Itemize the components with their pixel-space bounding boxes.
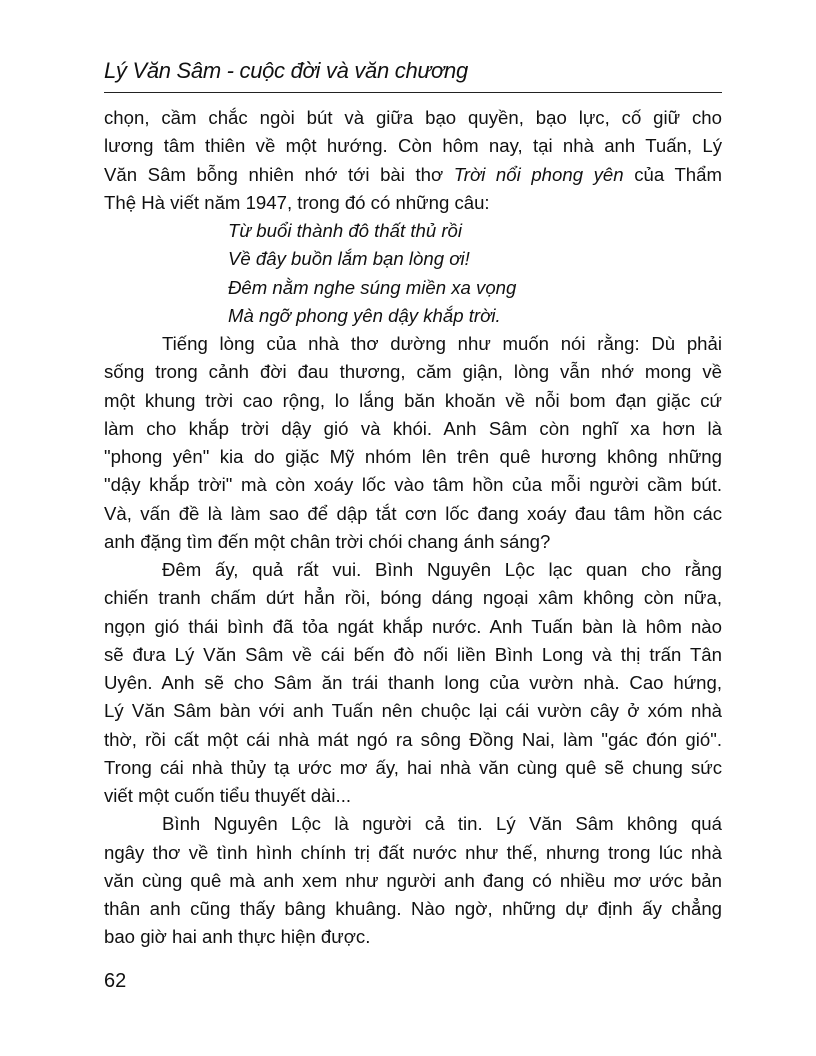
text-line: Tiếng lòng của nhà thơ dường như muốn nói rằng: Dù phải (162, 333, 722, 354)
running-title: Lý Văn Sâm - cuộc đời và văn chương (104, 58, 468, 83)
poem-line: Đêm nằm nghe súng miền xa vọng (228, 276, 517, 298)
text-line: Thệ Hà viết năm 1947, trong đó có những câu: (104, 191, 490, 213)
text-line: Đêm ấy, quả rất vui. Bình Nguyên Lộc lạc quan cho rằng (162, 559, 722, 580)
text-line: Uyên. Anh sẽ cho Sâm ăn trái thanh long của vườn nhà. Cao hứng, (104, 672, 722, 693)
text-line: bao giờ hai anh thực hiện được. (104, 926, 371, 948)
paragraph (104, 330, 722, 556)
text-line: ngọn gió thái bình đã tỏa ngát khắp nước. Anh Tuấn bàn là hôm nào (104, 615, 722, 637)
text-line: "dậy khắp trời" mà còn xoáy lốc vào tâm hồn của mỗi người cầm bút. (104, 474, 722, 496)
text-line: làm cho khắp trời dậy gió và khói. Anh Sâm còn nghĩ xa hơn là (104, 417, 722, 439)
text-line: chiến tranh chấm dứt hẳn rồi, bóng dáng ngoại xâm không còn nữa, (104, 587, 722, 609)
text-line: Và, vấn đề là làm sao để dập tắt cơn lốc đang xoáy đau tâm hồn các (104, 502, 722, 524)
page-number: 62 (104, 970, 127, 992)
poem-line: Từ buổi thành đô thất thủ rồi (228, 220, 463, 241)
text-line: một khung trời cao rộng, lo lắng băn khoăn về nỗi bom đạn giặc cứ (104, 389, 722, 411)
text-line: Bình Nguyên Lộc là người cả tin. Lý Văn Sâm không quá (162, 813, 722, 835)
poem-line: Mà ngỡ phong yên dậy khắp trời. (228, 304, 501, 326)
poem-line: Về đây buồn lắm bạn lòng ơi! (228, 248, 470, 270)
text-line: thân anh cũng thấy bâng khuâng. Nào ngờ, những dự định ấy chẳng (104, 898, 722, 919)
running-header (104, 56, 722, 93)
italic-title: Trời nổi phong yên (453, 163, 624, 185)
paragraph (104, 104, 722, 217)
text-segment: Văn Sâm bỗng nhiên nhớ tới bài thơ (104, 163, 454, 185)
paragraph (104, 810, 722, 951)
text-line: thờ, rồi cất một cái nhà mát ngó ra sông Đồng Nai, làm "gác đón gió". (104, 728, 722, 750)
text-segment: của Thẩm (623, 163, 722, 185)
text-line: Lý Văn Sâm bàn với anh Tuấn nên chuộc lại cái vườn cây ở xóm nhà (104, 700, 722, 722)
text-line: viết một cuốn tiểu thuyết dài... (104, 785, 352, 806)
text-line: văn cùng quê mà anh xem như người anh đang có nhiều mơ ước bản (104, 869, 722, 891)
text-line: Trong cái nhà thủy tạ ước mơ ấy, hai nhà văn cùng quê sẽ chung sức (104, 756, 722, 778)
text-line: chọn, cầm chắc ngòi bút và giữa bạo quyền, bạo lực, cố giữ cho (104, 107, 722, 128)
text-line: "phong yên" kia do giặc Mỹ nhóm lên trên quê hương không những (104, 446, 722, 467)
text-line: lương tâm thiên về một hướng. Còn hôm nay, tại nhà anh Tuấn, Lý (104, 135, 722, 157)
poem-block (104, 217, 722, 330)
text-line (104, 161, 722, 189)
text-line: anh đặng tìm đến một chân trời chói chang ánh sáng? (104, 530, 551, 552)
text-line: sống trong cảnh đời đau thương, căm giận, lòng vẫn nhớ mong về (104, 361, 722, 383)
text-line: sẽ đưa Lý Văn Sâm về cái bến đò nối liền Bình Long và thị trấn Tân (104, 643, 722, 665)
text-line: ngây thơ về tình hình chính trị đất nước như thế, nhưng trong lúc nhà (104, 841, 722, 863)
page-body (104, 104, 722, 952)
paragraph (104, 556, 722, 810)
